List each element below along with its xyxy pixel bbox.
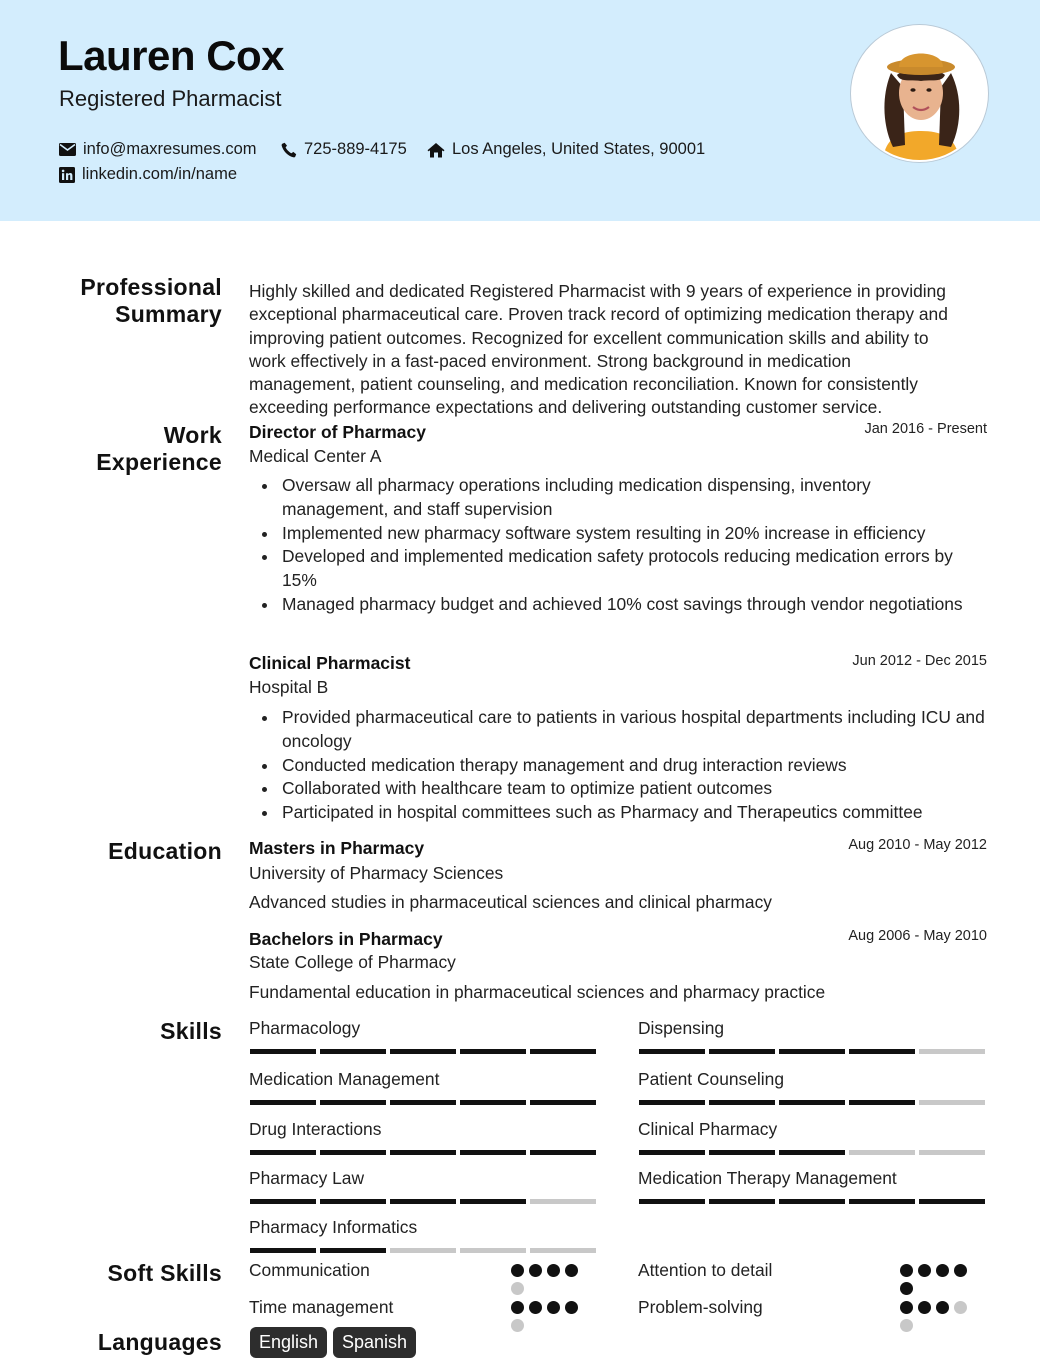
skill-level-segment — [320, 1248, 386, 1253]
rating-dot — [954, 1301, 967, 1314]
bullet-item: Implemented new pharmacy software system resulting in 20% increase in efficiency — [249, 522, 991, 546]
skill-level-segment — [919, 1100, 985, 1105]
bullet-item: Oversaw all pharmacy operations including medication dispensing, inventory management, and staff supervision — [249, 474, 991, 522]
summary-heading-line: Summary — [115, 301, 222, 327]
skill-level-bar — [250, 1199, 598, 1204]
phone-icon — [281, 142, 297, 158]
job-dates: Jun 2012 - Dec 2015 — [852, 653, 987, 669]
skill-level-segment — [530, 1150, 596, 1155]
skill-level-segment — [919, 1199, 985, 1204]
skill-name: Dispensing — [638, 1018, 725, 1038]
rating-dot — [547, 1264, 560, 1277]
section-title-skills: Skills — [160, 1018, 222, 1044]
skill-level-segment — [320, 1150, 386, 1155]
degree-title: Masters in Pharmacy — [249, 838, 425, 858]
job-bullets — [249, 706, 991, 825]
rating-dot — [900, 1301, 913, 1314]
skill-level-segment — [639, 1100, 705, 1105]
skill-name: Pharmacy Informatics — [249, 1217, 418, 1237]
rating-dot — [900, 1264, 913, 1277]
skill-level-segment — [320, 1100, 386, 1105]
summary-line: exceeding performance expectations and delivering outstanding customer service. — [249, 397, 883, 418]
soft-skill-rating — [900, 1301, 970, 1331]
degree-dates: Aug 2010 - May 2012 — [848, 837, 987, 853]
contact-location — [427, 140, 705, 159]
rating-dot — [511, 1301, 524, 1314]
bullet-item: Participated in hospital committees such as Pharmacy and Therapeutics committee — [249, 801, 991, 825]
skill-level-segment — [390, 1199, 456, 1204]
resume-header — [0, 0, 1040, 221]
soft-skill-name: Problem-solving — [638, 1297, 763, 1317]
location-text: Los Angeles, United States, 90001 — [452, 140, 706, 158]
summary-heading-line: Professional — [80, 274, 222, 300]
skill-level-segment — [849, 1150, 915, 1155]
skill-level-segment — [460, 1150, 526, 1155]
skill-level-segment — [460, 1100, 526, 1105]
rating-dot — [529, 1264, 542, 1277]
skill-name: Pharmacology — [249, 1018, 361, 1038]
skill-level-segment — [530, 1248, 596, 1253]
skill-level-segment — [250, 1199, 316, 1204]
rating-dot — [565, 1264, 578, 1277]
skill-level-segment — [460, 1199, 526, 1204]
candidate-title: Registered Pharmacist — [59, 86, 282, 111]
skill-level-segment — [779, 1100, 845, 1105]
degree-dates: Aug 2006 - May 2010 — [848, 928, 987, 944]
skill-level-segment — [250, 1248, 316, 1253]
job-organization: Hospital B — [249, 677, 329, 697]
skill-name: Medication Therapy Management — [638, 1168, 897, 1188]
degree-description: Advanced studies in pharmaceutical sciences and clinical pharmacy — [249, 892, 772, 912]
contact-linkedin[interactable] — [59, 165, 237, 184]
home-icon — [427, 142, 445, 158]
rating-dot — [511, 1319, 524, 1332]
summary-line: Highly skilled and dedicated Registered Pharmacist with 9 years of experience in providing — [249, 281, 946, 301]
contact-phone[interactable] — [281, 140, 407, 159]
job-organization: Medical Center A — [249, 446, 382, 466]
skill-level-segment — [320, 1049, 386, 1054]
school-name: University of Pharmacy Sciences — [249, 863, 504, 883]
summary-line: management, patient counseling, and medication reconciliation. Known for consistently — [249, 374, 918, 395]
summary-text — [249, 280, 989, 420]
skill-level-bar — [639, 1100, 987, 1105]
skill-level-segment — [849, 1100, 915, 1105]
soft-skill-rating — [900, 1264, 970, 1294]
job-bullets — [249, 474, 991, 617]
skill-name: Clinical Pharmacy — [638, 1119, 778, 1139]
skill-level-segment — [849, 1049, 915, 1054]
summary-line: exceptional pharmaceutical care. Proven track record of optimizing medication therapy and — [249, 304, 948, 325]
degree-title: Bachelors in Pharmacy — [249, 929, 443, 949]
section-title-soft-skills: Soft Skills — [107, 1260, 222, 1286]
skill-level-segment — [709, 1100, 775, 1105]
degree-description: Fundamental education in pharmaceutical sciences and pharmacy practice — [249, 982, 826, 1002]
summary-line: improving patient outcomes. Recognized for excellent communication skills and ability to — [249, 327, 929, 348]
skill-level-segment — [849, 1199, 915, 1204]
phone-text: 725-889-4175 — [304, 140, 407, 158]
language-badge: English — [250, 1327, 327, 1358]
skill-level-segment — [919, 1049, 985, 1054]
email-text: info@maxresumes.com — [83, 140, 257, 158]
bullet-item: Developed and implemented medication safety protocols reducing medication errors by 15% — [249, 545, 991, 593]
rating-dot — [900, 1282, 913, 1295]
skill-level-segment — [779, 1049, 845, 1054]
rating-dot — [511, 1282, 524, 1295]
skill-level-segment — [779, 1150, 845, 1155]
job-dates: Jan 2016 - Present — [864, 421, 987, 437]
skill-level-segment — [460, 1049, 526, 1054]
rating-dot — [900, 1319, 913, 1332]
soft-skill-name: Communication — [249, 1260, 370, 1280]
skill-level-segment — [639, 1150, 705, 1155]
rating-dot — [936, 1301, 949, 1314]
profile-photo — [851, 25, 988, 162]
soft-skill-name: Time management — [249, 1297, 394, 1317]
rating-dot — [529, 1301, 542, 1314]
skill-level-bar — [250, 1100, 598, 1105]
skill-name: Drug Interactions — [249, 1119, 382, 1139]
candidate-name: Lauren Cox — [58, 32, 285, 79]
bullet-item: Collaborated with healthcare team to optimize patient outcomes — [249, 777, 991, 801]
experience-heading-line: Experience — [96, 449, 222, 475]
skill-level-segment — [250, 1150, 316, 1155]
skill-level-segment — [460, 1248, 526, 1253]
skill-level-segment — [530, 1199, 596, 1204]
contact-email[interactable] — [59, 140, 257, 159]
school-name: State College of Pharmacy — [249, 952, 456, 972]
skill-name: Medication Management — [249, 1069, 440, 1089]
skill-level-segment — [639, 1049, 705, 1054]
rating-dot — [918, 1264, 931, 1277]
skill-level-segment — [320, 1199, 386, 1204]
experience-heading-line: Work — [163, 422, 222, 448]
job-role: Clinical Pharmacist — [249, 653, 411, 673]
skill-level-segment — [530, 1049, 596, 1054]
soft-skill-name: Attention to detail — [638, 1260, 773, 1280]
skill-level-segment — [709, 1150, 775, 1155]
skill-level-segment — [709, 1199, 775, 1204]
skill-level-bar — [250, 1248, 598, 1253]
skill-level-segment — [709, 1049, 775, 1054]
skill-level-bar — [639, 1199, 987, 1204]
skill-name: Pharmacy Law — [249, 1168, 365, 1188]
job-role: Director of Pharmacy — [249, 422, 427, 442]
skill-level-bar — [250, 1049, 598, 1054]
skill-level-bar — [639, 1150, 987, 1155]
skill-level-segment — [390, 1049, 456, 1054]
rating-dot — [936, 1264, 949, 1277]
skill-level-segment — [390, 1150, 456, 1155]
bullet-item: Conducted medication therapy management and drug interaction reviews — [249, 754, 991, 778]
linkedin-icon — [59, 167, 75, 183]
rating-dot — [547, 1301, 560, 1314]
soft-skill-rating — [511, 1264, 581, 1294]
skill-level-segment — [250, 1100, 316, 1105]
section-title-languages: Languages — [97, 1329, 222, 1355]
bullet-item: Provided pharmaceutical care to patients in various hospital departments including ICU and oncology — [249, 706, 991, 754]
soft-skill-rating — [511, 1301, 581, 1331]
linkedin-text: linkedin.com/in/name — [82, 165, 237, 183]
skill-level-segment — [779, 1199, 845, 1204]
skill-level-segment — [390, 1100, 456, 1105]
skill-level-segment — [250, 1049, 316, 1054]
language-badge: Spanish — [333, 1327, 416, 1358]
section-title-education: Education — [108, 838, 222, 864]
skill-name: Patient Counseling — [638, 1069, 784, 1089]
skill-level-segment — [530, 1100, 596, 1105]
section-title-summary — [80, 274, 222, 328]
rating-dot — [511, 1264, 524, 1277]
rating-dot — [954, 1264, 967, 1277]
skill-level-segment — [919, 1150, 985, 1155]
skill-level-bar — [250, 1150, 598, 1155]
skill-level-segment — [639, 1199, 705, 1204]
envelope-icon — [59, 143, 76, 156]
summary-line: work effectively in a fast-paced environment. Strong background in medication — [249, 350, 851, 371]
rating-dot — [565, 1301, 578, 1314]
skill-level-bar — [639, 1049, 987, 1054]
rating-dot — [918, 1301, 931, 1314]
section-title-experience — [96, 422, 222, 476]
skill-level-segment — [390, 1248, 456, 1253]
bullet-item: Managed pharmacy budget and achieved 10% cost savings through vendor negotiations — [249, 593, 991, 617]
